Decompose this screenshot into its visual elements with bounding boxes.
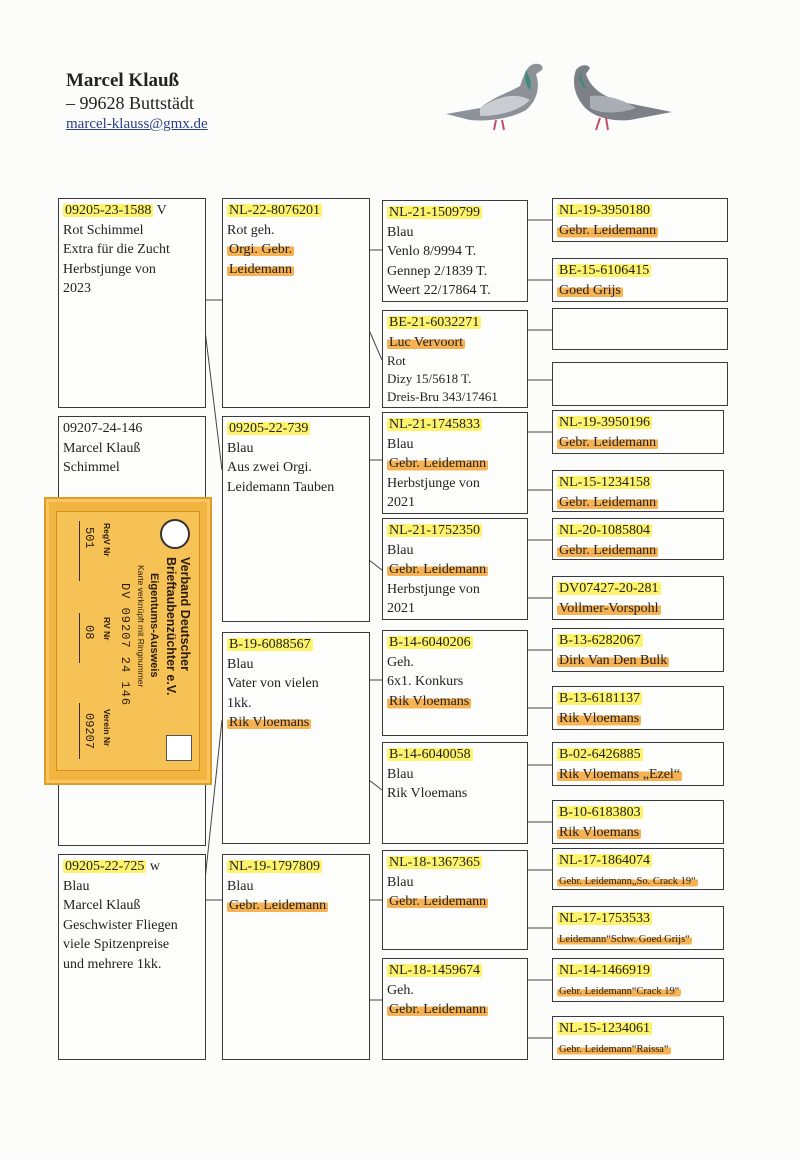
owner-location: – 99628 Buttstädt [66, 93, 195, 113]
gg-ring: NL-19-3950180 [559, 203, 650, 218]
gg-breeder: Leidemann“Schw. Goed Grijs“ [559, 933, 690, 945]
grandparent-box-5 [382, 630, 528, 736]
gg-breeder: Gebr. Leidemann“Raissa“ [559, 1043, 669, 1055]
grandparent-line: Geh. [387, 654, 414, 670]
id-card-rule [79, 613, 80, 663]
id-card-inner [56, 511, 200, 771]
parent-line: Aus zwei Orgi. [227, 460, 312, 475]
parent-line: Blau [227, 440, 254, 456]
gg-breeder: Goed Grijs [559, 282, 621, 298]
grandparent-ring: B-14-6040206 [389, 635, 471, 650]
parent-breeder: Leidemann [229, 261, 292, 277]
id-card-label-rv: RV Nr [102, 617, 112, 641]
grandparent-breeder: Rik Vloemans [389, 693, 470, 709]
grandparent-breeder: Gebr. Leidemann [389, 562, 487, 577]
parent-breeder: Gebr. Leidemann [229, 898, 327, 913]
owner-name: Marcel Klauß [66, 70, 180, 91]
id-card-title [164, 557, 192, 695]
grandparent-line: Blau [387, 436, 414, 452]
grandparent-ring: NL-21-1752350 [389, 523, 480, 538]
subject-line: Extra für die Zucht [63, 242, 170, 257]
grandparent-ring: NL-18-1367365 [389, 855, 480, 870]
grandparent-line: 2021 [387, 495, 415, 510]
gg-ring: BE-15-6106415 [559, 263, 650, 278]
great-grandparent-box-empty [552, 308, 728, 350]
grandparent-box-7 [382, 850, 528, 950]
pigeon-icon [574, 65, 672, 130]
subject-ring-suffix: V [153, 203, 167, 218]
grandparent-line: Blau [387, 224, 414, 240]
parent-line: Leidemann Tauben [227, 479, 335, 495]
great-grandparent-box [552, 958, 724, 1002]
great-grandparent-box [552, 906, 724, 950]
grandparent-line: Herbstjunge von [387, 581, 480, 597]
great-grandparent-box [552, 518, 724, 560]
pigeon-emblem-icon [166, 735, 192, 761]
dam-root-line: und mehrere 1kk. [63, 956, 162, 972]
gg-breeder: Rik Vloemans [559, 824, 640, 840]
grandparent-box-3 [382, 412, 528, 514]
parent-line: Blau [227, 656, 254, 672]
grandparent-line: Gennep 2/1839 T. [387, 263, 488, 279]
grandparent-line: Herbstjunge von [387, 475, 480, 491]
gg-ring: NL-15-1234061 [559, 1021, 650, 1036]
gg-breeder: Gebr. Leidemann [559, 434, 657, 450]
grandparent-ring: NL-18-1459674 [389, 963, 480, 978]
gg-ring: NL-17-1753533 [559, 911, 650, 926]
dam-root-line: Marcel Klauß [63, 898, 141, 913]
grandparent-box-8 [382, 958, 528, 1060]
dam-root-line: viele Spitzenpreise [63, 937, 170, 952]
grandparent-line: 2021 [387, 601, 415, 616]
great-grandparent-box [552, 800, 724, 844]
grandparent-line: Blau [387, 874, 414, 890]
great-grandparent-box-empty [552, 362, 728, 406]
gg-ring: B-02-6426885 [559, 747, 641, 762]
pigeon-illustrations [440, 56, 680, 136]
parent-breeder: Rik Vloemans [229, 715, 310, 730]
grandparent-ring: NL-21-1509799 [389, 205, 480, 220]
grandparent-line: Geh. [387, 982, 414, 998]
grandparent-ring: NL-21-1745833 [389, 417, 480, 432]
grandparent-line: Rot [387, 353, 406, 368]
parent-ring: NL-19-1797809 [229, 859, 320, 874]
great-grandparent-box [552, 848, 724, 890]
id-card-content [58, 513, 198, 769]
id-card-label-verein: Verein Nr [102, 709, 112, 747]
great-grandparent-box [552, 410, 724, 454]
gg-ring: NL-19-3950196 [559, 415, 650, 430]
grandparent-ring: BE-21-6032271 [389, 315, 480, 330]
grandparent-breeder: Gebr. Leidemann [389, 456, 487, 471]
gg-ring: NL-20-1085804 [559, 523, 650, 538]
subject-box [58, 198, 206, 408]
gg-breeder: Gebr. Leidemann„So. Crack 19“ [559, 875, 696, 887]
grandparent-box-6 [382, 742, 528, 844]
parent-breeder: Orgi. Gebr. [229, 242, 293, 257]
great-grandparent-box [552, 198, 728, 242]
gg-breeder: Vollmer-Vorspohl [559, 600, 659, 616]
gg-breeder: Gebr. Leidemann“Crack 19“ [559, 985, 680, 997]
grandparent-line: Blau [387, 766, 414, 782]
great-grandparent-box [552, 258, 728, 302]
parent-box-2 [222, 416, 370, 622]
grandparent-box-2 [382, 310, 528, 408]
sibling-line: Marcel Klauß [63, 440, 141, 456]
great-grandparent-box [552, 742, 724, 786]
id-card-subtitle: Eigentums-Ausweis [148, 573, 160, 678]
grandparent-box-1 [382, 200, 528, 302]
grandparent-line: 6x1. Konkurs [387, 674, 464, 689]
great-grandparent-box [552, 628, 724, 672]
id-card-value-rv: 08 [82, 625, 96, 640]
gg-breeder: Gebr. Leidemann [559, 542, 657, 558]
gg-ring: NL-14-1466919 [559, 963, 650, 978]
gg-ring: NL-17-1864074 [559, 853, 650, 868]
owner-email[interactable]: marcel-klauss@gmx.de [66, 116, 208, 132]
gg-ring: NL-15-1234158 [559, 475, 650, 490]
grandparent-line: Venlo 8/9994 T. [387, 244, 477, 259]
subject-ring: 09205-23-1588 [65, 203, 152, 218]
gg-ring: B-10-6183803 [559, 805, 641, 820]
id-card-value-verein: 09207 [82, 713, 96, 750]
dam-root-box [58, 854, 206, 1060]
gg-breeder: Rik Vloemans [559, 710, 640, 726]
id-card-ring-number: DV 09207 24 146 [118, 583, 132, 707]
parent-box-3 [222, 632, 370, 844]
grandparent-line: Dreis-Bru 343/17461 [387, 389, 498, 404]
gg-ring: B-13-6282067 [559, 633, 641, 648]
id-card-title-line: Brieftaubenzüchter e.V. [164, 557, 178, 696]
id-card-label-regv: RegV Nr [102, 523, 112, 557]
parent-line: Rot geh. [227, 222, 275, 238]
great-grandparent-box [552, 576, 724, 620]
grandparent-line: Rik Vloemans [387, 786, 468, 801]
great-grandparent-box [552, 470, 724, 512]
grandparent-breeder: Luc Vervoort [389, 334, 463, 350]
parent-ring: NL-22-8076201 [229, 203, 320, 218]
great-grandparent-box [552, 1016, 724, 1060]
dam-root-line: Geschwister Fliegen [63, 917, 178, 933]
subject-line: Rot Schimmel [63, 222, 144, 238]
grandparent-line: Weert 22/17864 T. [387, 283, 491, 298]
grandparent-box-4 [382, 518, 528, 620]
parent-line: Vater von vielen [227, 676, 319, 691]
subject-line: 2023 [63, 281, 91, 296]
ownership-id-card [44, 497, 212, 785]
grandparent-breeder: Gebr. Leidemann [389, 1002, 487, 1017]
id-card-rule [79, 703, 80, 759]
id-card-rule [79, 521, 80, 581]
gg-ring: B-13-6181137 [559, 691, 641, 706]
subject-line: Herbstjunge von [63, 261, 156, 277]
gg-breeder: Rik Vloemans „Ezel“ [559, 766, 681, 782]
grandparent-ring: B-14-6040058 [389, 747, 471, 762]
great-grandparent-box [552, 686, 724, 730]
owner-header [66, 70, 208, 134]
dam-root-ring: 09205-22-725 [65, 859, 145, 874]
dam-root-ring-suffix: w [146, 859, 160, 874]
parent-box-1 [222, 198, 370, 408]
parent-line: Blau [227, 878, 254, 894]
parent-line: 1kk. [227, 695, 252, 711]
id-card-note: Karte verknüpft mit Ringnummer [136, 565, 146, 688]
grandparent-breeder: Gebr. Leidemann [389, 894, 487, 909]
sibling-ring: 09207-24-146 [63, 421, 143, 436]
parent-ring: B-19-6088567 [229, 637, 311, 652]
gg-breeder: Gebr. Leidemann [559, 222, 657, 238]
id-card-value-regv: 501 [82, 527, 96, 549]
grandparent-line: Dizy 15/5618 T. [387, 371, 472, 386]
id-card-title-line: Verband Deutscher [178, 557, 192, 671]
grandparent-line: Blau [387, 542, 414, 558]
parent-ring: 09205-22-739 [229, 421, 309, 436]
pigeon-icon [446, 64, 543, 130]
sibling-line: Schimmel [63, 460, 120, 475]
dam-root-line: Blau [63, 878, 90, 894]
gg-ring: DV07427-20-281 [559, 581, 659, 596]
gg-breeder: Dirk Van Den Bulk [559, 652, 668, 668]
parent-box-4 [222, 854, 370, 1060]
association-logo-icon [160, 519, 190, 549]
gg-breeder: Gebr. Leidemann [559, 494, 657, 510]
